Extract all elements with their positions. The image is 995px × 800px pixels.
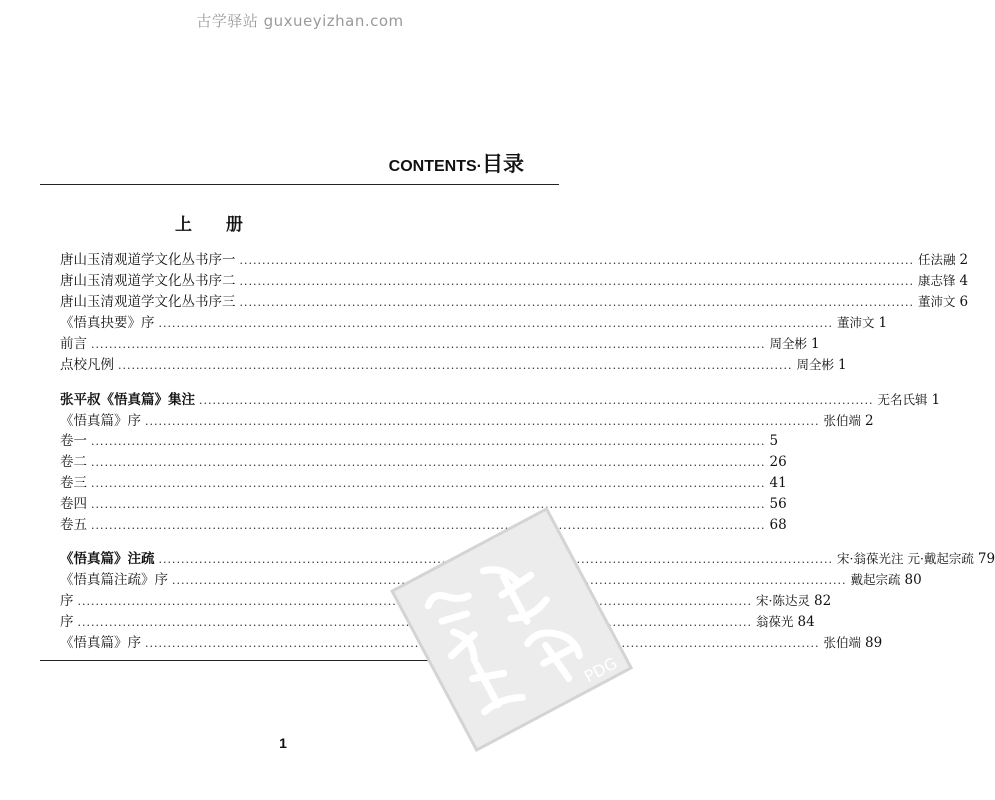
toc-entry-title: 张平叔《悟真篇》集注 <box>60 392 195 408</box>
toc-entry-page: 1 <box>931 392 941 408</box>
toc-entry-page: 68 <box>769 517 787 533</box>
toc-entry-title: 序 <box>60 593 74 609</box>
toc-entry-page: 84 <box>797 614 815 630</box>
toc-entry-title: 卷二 <box>60 454 87 470</box>
toc-entry[interactable] <box>60 590 832 611</box>
toc-entry-page: 56 <box>769 496 787 512</box>
toc-section-prefaces <box>60 249 969 375</box>
toc-entry-page: 6 <box>959 294 969 310</box>
volume-title: 上 册 <box>175 215 257 235</box>
toc-entry-author: 周全彬 <box>769 336 808 351</box>
toc-entry[interactable] <box>60 312 888 333</box>
toc-entry-title: 《悟真篇》序 <box>60 635 141 651</box>
toc-entry-author: 董沛文 <box>918 294 956 309</box>
toc-entry-title: 唐山玉清观道学文化丛书序三 <box>60 294 236 310</box>
toc-entry[interactable] <box>60 354 847 375</box>
toc-entry-title: 点校凡例 <box>60 357 114 373</box>
toc-entry-title: 前言 <box>60 336 87 352</box>
dot-leader <box>91 431 766 452</box>
toc-entry-title: 唐山玉清观道学文化丛书序一 <box>60 252 236 268</box>
dot-leader <box>159 313 834 334</box>
toc-entry-title: 唐山玉清观道学文化丛书序二 <box>60 273 236 289</box>
toc-entry-author: 张伯端 <box>823 635 862 650</box>
toc-entry-author: 宋·翁葆光注 元·戴起宗疏 <box>837 551 974 566</box>
dot-leader <box>199 390 874 411</box>
dot-leader <box>145 411 820 432</box>
contents-heading-cn: 目录 <box>482 153 524 176</box>
dot-leader <box>91 334 766 355</box>
page-number: 1 <box>279 735 287 751</box>
toc-entry[interactable] <box>60 515 787 536</box>
dot-leader <box>91 452 766 473</box>
toc-entry-author: 翁葆光 <box>756 614 794 629</box>
site-watermark: 古学驿站 guxueyizhan.com <box>196 12 404 30</box>
toc-entry-author: 戴起宗疏 <box>850 572 901 587</box>
toc-entry-title: 卷四 <box>60 496 87 512</box>
toc-entry[interactable] <box>60 452 787 473</box>
toc-section-zhushu <box>60 548 995 653</box>
toc-entry[interactable] <box>60 333 820 354</box>
toc-section-jizhu <box>60 389 941 536</box>
toc-entry-page: 4 <box>959 273 969 289</box>
dot-leader <box>118 355 793 376</box>
toc-entry-title: 《悟真篇》序 <box>60 413 141 429</box>
toc-entry[interactable] <box>60 291 969 312</box>
toc-entry-page: 1 <box>878 315 888 331</box>
toc-entry-author: 董沛文 <box>837 315 875 330</box>
dot-leader <box>240 250 915 271</box>
toc-entry-page: 2 <box>865 413 874 429</box>
toc-entry-title: 卷一 <box>60 433 87 449</box>
toc-entry-author: 康志锋 <box>918 273 956 288</box>
toc-entry[interactable] <box>60 410 874 431</box>
toc-entry-page: 80 <box>904 572 922 588</box>
contents-heading <box>389 148 524 178</box>
top-divider <box>40 184 559 185</box>
toc-entry-author: 张伯端 <box>823 413 862 428</box>
toc-entry[interactable] <box>60 389 941 410</box>
toc-entry-title: 卷五 <box>60 517 87 533</box>
toc-entry[interactable] <box>60 473 787 494</box>
dot-leader <box>240 292 915 313</box>
dot-leader <box>240 271 915 292</box>
toc-entry-author: 宋·陈达灵 <box>756 593 810 608</box>
stamp-label: PDG <box>581 653 621 687</box>
toc-entry-page: 82 <box>813 593 832 609</box>
toc-entry[interactable] <box>60 249 969 270</box>
toc-entry-title: 卷三 <box>60 475 87 491</box>
toc-entry-page: 41 <box>769 475 787 491</box>
toc-entry-title: 《悟真篇》注疏 <box>60 551 155 567</box>
toc-entry-page: 2 <box>959 252 969 268</box>
toc-entry[interactable] <box>60 431 779 452</box>
toc-entry[interactable] <box>60 569 922 590</box>
contents-heading-en: CONTENTS· <box>388 158 482 175</box>
toc-entry[interactable] <box>60 611 815 632</box>
toc-entry[interactable] <box>60 548 995 569</box>
toc-entry-page: 1 <box>811 336 820 352</box>
toc-entry-page: 1 <box>838 357 847 373</box>
toc-entry[interactable] <box>60 632 883 653</box>
seal-stamp-watermark <box>405 528 621 738</box>
toc-entry-author: 无名氏辑 <box>877 392 928 407</box>
toc-entry-page: 79 <box>977 551 995 567</box>
toc-entry-page: 5 <box>769 433 779 449</box>
toc-entry[interactable] <box>60 270 969 291</box>
dot-leader <box>91 494 766 515</box>
toc-entry-author: 周全彬 <box>796 357 835 372</box>
toc-entry-title: 《悟真篇注疏》序 <box>60 572 168 588</box>
toc-entry-page: 26 <box>769 454 787 470</box>
dot-leader <box>91 473 766 494</box>
toc-entry-author: 任法融 <box>918 252 956 267</box>
toc-entry[interactable] <box>60 494 787 515</box>
toc-entry-title: 《悟真抉要》序 <box>60 315 155 331</box>
toc-entry-page: 89 <box>865 635 883 651</box>
toc-entry-title: 序 <box>60 614 74 630</box>
